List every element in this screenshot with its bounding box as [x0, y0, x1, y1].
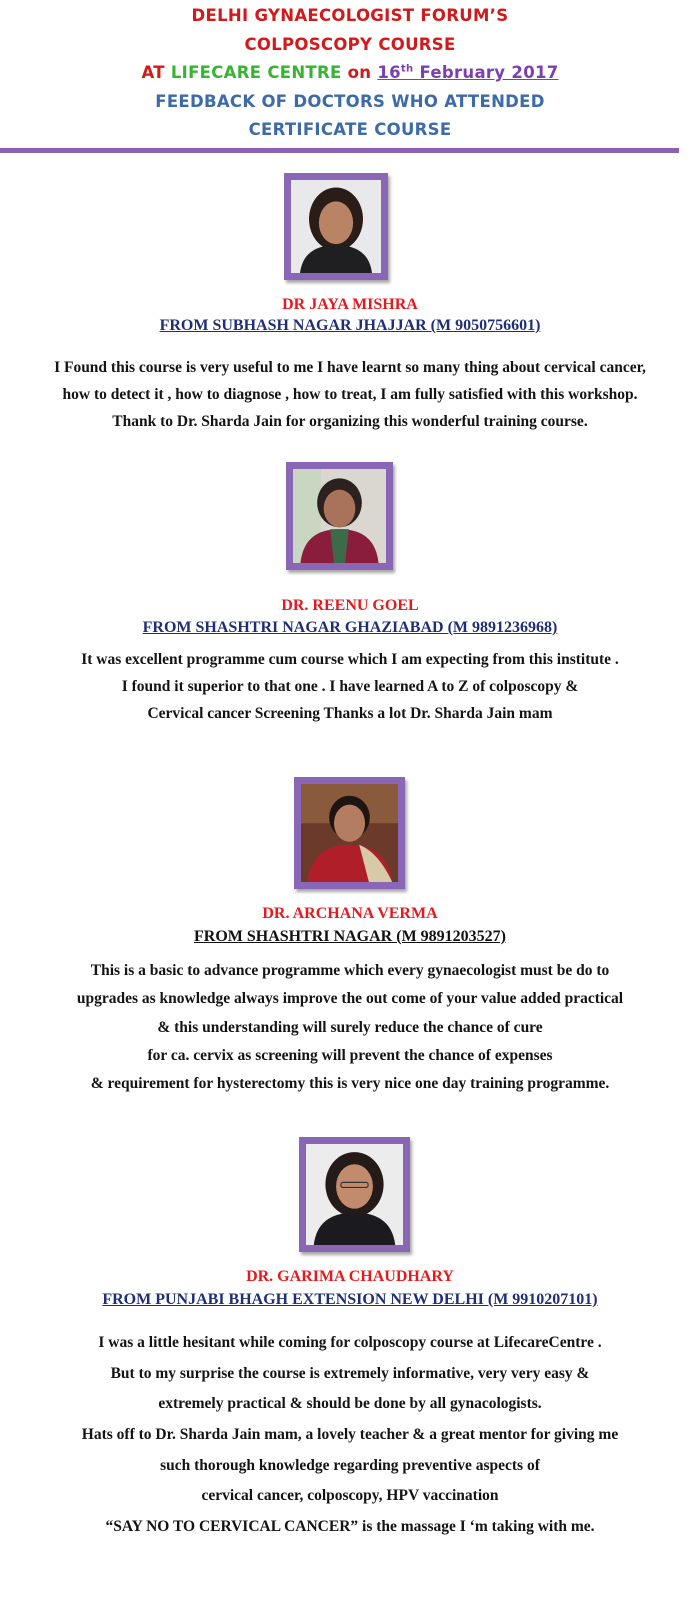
doctor-location: FROM PUNJABI BHAGH EXTENSION NEW DELHI (M 9910207101)	[102, 1291, 598, 1308]
portrait-placeholder-icon	[291, 180, 381, 273]
feedback-line: I was a little hesitant while coming for colposcopy course at LifecareCentre .	[98, 1334, 602, 1351]
doctor-name: DR. REENU GOEL	[281, 597, 419, 614]
doctor-photo	[286, 462, 393, 570]
feedback-line: I found it superior to that one . I have learned A to Z of colposcopy &	[121, 678, 579, 695]
doctor-location: FROM SHASHTRI NAGAR GHAZIABAD (M 9891236968)	[142, 619, 558, 636]
feedback-line: upgrades as knowledge always improve the out come of your value added practical	[76, 990, 624, 1007]
header-date-suffix: th	[400, 63, 414, 75]
portrait-placeholder-icon	[306, 1144, 403, 1245]
header-venue: LIFECARE CENTRE	[170, 63, 342, 82]
feedback-line: Cervical cancer Screening Thanks a lot Dr. Sharda Jain mam	[147, 705, 553, 722]
feedback-line: I Found this course is very useful to me I have learnt so many thing about cervical cancer,	[54, 359, 646, 376]
doctor-photo	[299, 1137, 410, 1252]
header-date-day: 16	[377, 63, 401, 82]
header-divider	[0, 148, 679, 153]
feedback-line: Thank to Dr. Sharda Jain for organizing this wonderful training course.	[112, 413, 588, 430]
doctor-photo	[294, 777, 405, 889]
header-venue-line	[0, 63, 700, 82]
doctor-name: DR. GARIMA CHAUDHARY	[246, 1268, 454, 1285]
feedback-line: for ca. cervix as screening will prevent the chance of expenses	[147, 1047, 553, 1064]
header-date	[377, 63, 558, 82]
doctor-name: DR JAYA MISHRA	[282, 296, 418, 313]
feedback-line: cervical cancer, colposcopy, HPV vaccination	[201, 1487, 499, 1504]
header-subtitle-line1: FEEDBACK OF DOCTORS WHO ATTENDED	[155, 92, 545, 111]
feedback-line: & requirement for hysterectomy this is very nice one day training programme.	[90, 1075, 610, 1092]
portrait-placeholder-icon	[293, 469, 386, 563]
doctor-name: DR. ARCHANA VERMA	[262, 905, 438, 922]
feedback-line: & this understanding will surely reduce the chance of cure	[157, 1019, 543, 1036]
feedback-line: This is a basic to advance programme which every gynaecologist must be do to	[90, 962, 610, 979]
header-date-rest: February 2017	[413, 63, 559, 82]
header-at: AT	[141, 63, 171, 82]
header-title-line2: COLPOSCOPY COURSE	[244, 35, 456, 54]
feedback-line: extremely practical & should be done by all gynacologists.	[158, 1395, 542, 1412]
feedback-line: Hats off to Dr. Sharda Jain mam, a lovely teacher & a great mentor for giving me	[81, 1426, 619, 1443]
portrait-placeholder-icon	[301, 784, 398, 882]
header-subtitle-line2: CERTIFICATE COURSE	[248, 120, 452, 139]
doctor-location: FROM SUBHASH NAGAR JHAJJAR (M 9050756601)	[159, 317, 541, 334]
feedback-line: “SAY NO TO CERVICAL CANCER” is the massage I ‘m taking with me.	[105, 1518, 595, 1535]
feedback-line: how to detect it , how to diagnose , how to treat, I am fully satisfied with this workshop.	[62, 386, 638, 403]
feedback-line: such thorough knowledge regarding preventive aspects of	[160, 1457, 540, 1474]
feedback-line: It was excellent programme cum course which I am expecting from this institute .	[81, 651, 619, 668]
header-title-line1: DELHI GYNAECOLOGIST FORUM’S	[191, 6, 509, 25]
header-on: on	[341, 63, 378, 82]
feedback-line: But to my surprise the course is extremely informative, very very easy &	[110, 1365, 590, 1382]
doctor-photo	[284, 173, 388, 280]
doctor-location: FROM SHASHTRI NAGAR (M 9891203527)	[194, 928, 506, 945]
